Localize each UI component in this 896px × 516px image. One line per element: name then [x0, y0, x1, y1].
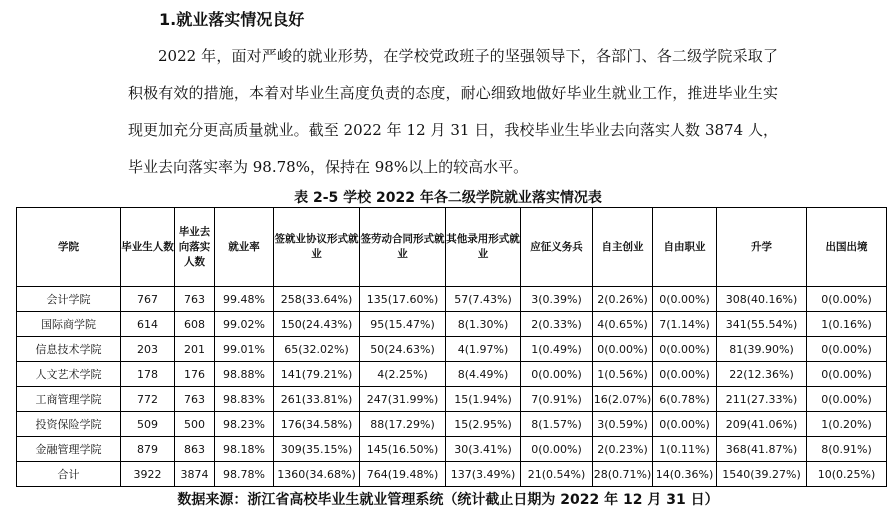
table-cell: 500: [175, 412, 215, 437]
table-cell: 0(0.00%): [653, 412, 717, 437]
table-body: [17, 287, 887, 487]
table-cell: 767: [121, 287, 175, 312]
table-cell: 21(0.54%): [521, 462, 593, 487]
table-cell: 0(0.00%): [807, 362, 887, 387]
table-cell: 211(27.33%): [717, 387, 807, 412]
table-cell: 7(0.91%): [521, 387, 593, 412]
table-cell: 0(0.00%): [593, 337, 653, 362]
table-row: [17, 437, 887, 462]
column-header: 应征义务兵: [521, 208, 593, 287]
column-header: 签劳动合同形式就业: [360, 208, 446, 287]
table-cell: 95(15.47%): [360, 312, 446, 337]
table-cell: 763: [175, 287, 215, 312]
table-cell: 176(34.58%): [274, 412, 360, 437]
table-cell: 8(1.57%): [521, 412, 593, 437]
table-cell: 4(0.65%): [593, 312, 653, 337]
table-cell: 772: [121, 387, 175, 412]
table-cell: 98.23%: [215, 412, 274, 437]
college-name-cell: 信息技术学院: [17, 337, 121, 362]
table-cell: 6(0.78%): [653, 387, 717, 412]
table-cell: 50(24.63%): [360, 337, 446, 362]
table-cell: 98.18%: [215, 437, 274, 462]
table-cell: 201: [175, 337, 215, 362]
column-header: 就业率: [215, 208, 274, 287]
table-cell: 0(0.00%): [521, 362, 593, 387]
table-cell: 1540(39.27%): [717, 462, 807, 487]
table-row: [17, 387, 887, 412]
table-cell: 98.78%: [215, 462, 274, 487]
table-cell: 0(0.00%): [653, 362, 717, 387]
column-header: 其他录用形式就业: [446, 208, 521, 287]
table-row: [17, 312, 887, 337]
table-cell: 341(55.54%): [717, 312, 807, 337]
table-cell: 99.02%: [215, 312, 274, 337]
table-cell: 10(0.25%): [807, 462, 887, 487]
table-cell: 2(0.23%): [593, 437, 653, 462]
table-cell: 763: [175, 387, 215, 412]
table-cell: 16(2.07%): [593, 387, 653, 412]
column-header: 自主创业: [593, 208, 653, 287]
table-cell: 99.48%: [215, 287, 274, 312]
table-cell: 0(0.00%): [807, 287, 887, 312]
table-cell: 247(31.99%): [360, 387, 446, 412]
column-header: 毕业去向落实人数: [175, 208, 215, 287]
table-cell: 0(0.00%): [653, 337, 717, 362]
college-name-cell: 工商管理学院: [17, 387, 121, 412]
college-name-cell: 金融管理学院: [17, 437, 121, 462]
employment-table: [16, 207, 887, 487]
college-name-cell: 投资保险学院: [17, 412, 121, 437]
table-cell: 209(41.06%): [717, 412, 807, 437]
table-cell: 2(0.26%): [593, 287, 653, 312]
table-cell: 3(0.39%): [521, 287, 593, 312]
table-cell: 203: [121, 337, 175, 362]
table-cell: 879: [121, 437, 175, 462]
column-header: 签就业协议形式就业: [274, 208, 360, 287]
summary-paragraph: [128, 38, 778, 186]
table-cell: 28(0.71%): [593, 462, 653, 487]
column-header: 自由职业: [653, 208, 717, 287]
table-cell: 135(17.60%): [360, 287, 446, 312]
table-cell: 509: [121, 412, 175, 437]
table-cell: 0(0.00%): [653, 287, 717, 312]
data-source-note: 数据来源：浙江省高校毕业生就业管理系统（统计截止日期为 2022 年 12 月 31 日）: [177, 492, 719, 508]
table-cell: 141(79.21%): [274, 362, 360, 387]
table-cell: 308(40.16%): [717, 287, 807, 312]
table-cell: 8(0.91%): [807, 437, 887, 462]
table-cell: 1360(34.68%): [274, 462, 360, 487]
table-cell: 368(41.87%): [717, 437, 807, 462]
table-cell: 7(1.14%): [653, 312, 717, 337]
table-row: [17, 412, 887, 437]
table-cell: 2(0.33%): [521, 312, 593, 337]
column-header: 毕业生人数: [121, 208, 175, 287]
table-cell: 0(0.00%): [807, 387, 887, 412]
table-cell: 88(17.29%): [360, 412, 446, 437]
table-cell: 608: [175, 312, 215, 337]
college-name-cell: 人文艺术学院: [17, 362, 121, 387]
column-header: 出国出境: [807, 208, 887, 287]
table-cell: 22(12.36%): [717, 362, 807, 387]
table-cell: 137(3.49%): [446, 462, 521, 487]
table-cell: 8(4.49%): [446, 362, 521, 387]
table-row: [17, 362, 887, 387]
table-cell: 0(0.00%): [521, 437, 593, 462]
table-cell: 3874: [175, 462, 215, 487]
column-header: 学院: [17, 208, 121, 287]
table-cell: 8(1.30%): [446, 312, 521, 337]
table-cell: 99.01%: [215, 337, 274, 362]
table-cell: 65(32.02%): [274, 337, 360, 362]
table-cell: 81(39.90%): [717, 337, 807, 362]
table-cell: 1(0.11%): [653, 437, 717, 462]
table-cell: 1(0.56%): [593, 362, 653, 387]
table-cell: 98.83%: [215, 387, 274, 412]
table-cell: 145(16.50%): [360, 437, 446, 462]
table-row: [17, 287, 887, 312]
table-cell: 0(0.00%): [807, 337, 887, 362]
table-cell: 614: [121, 312, 175, 337]
column-header: 升学: [717, 208, 807, 287]
paragraph-text: 2022 年，面对严峻的就业形势，在学校党政班子的坚强领导下，各部门、各二级学院采取了积极有效的措施，本着对毕业生高度负责的态度，耐心细致地做好毕业生就业工作，推进毕业生实现更加充分更高质量就业。截至 2022 年 12 月 31 日，我校毕业生毕业去向落实人数 3874 人，毕业去向落实率为 98.78%，保持在 98%以上的较高水平。: [128, 47, 778, 176]
table-cell: 309(35.15%): [274, 437, 360, 462]
table-cell: 150(24.43%): [274, 312, 360, 337]
table-cell: 1(0.20%): [807, 412, 887, 437]
table-cell: 863: [175, 437, 215, 462]
table-cell: 176: [175, 362, 215, 387]
table-cell: 15(2.95%): [446, 412, 521, 437]
table-caption: 表 2-5 学校 2022 年各二级学院就业落实情况表: [294, 190, 602, 206]
table-row: [17, 337, 887, 362]
table-cell: 4(2.25%): [360, 362, 446, 387]
section-heading: 1.就业落实情况良好: [159, 10, 305, 29]
table-cell: 3922: [121, 462, 175, 487]
table-cell: 3(0.59%): [593, 412, 653, 437]
table-cell: 30(3.41%): [446, 437, 521, 462]
table-cell: 4(1.97%): [446, 337, 521, 362]
table-cell: 98.88%: [215, 362, 274, 387]
table-cell: 14(0.36%): [653, 462, 717, 487]
table-cell: 178: [121, 362, 175, 387]
table-cell: 1(0.49%): [521, 337, 593, 362]
table-cell: 15(1.94%): [446, 387, 521, 412]
table-cell: 1(0.16%): [807, 312, 887, 337]
college-name-cell: 国际商学院: [17, 312, 121, 337]
table-cell: 764(19.48%): [360, 462, 446, 487]
table-cell: 258(33.64%): [274, 287, 360, 312]
college-name-cell: 会计学院: [17, 287, 121, 312]
table-cell: 261(33.81%): [274, 387, 360, 412]
table-cell: 57(7.43%): [446, 287, 521, 312]
college-name-cell: 合计: [17, 462, 121, 487]
total-row: [17, 462, 887, 487]
table-header-row: [17, 208, 887, 287]
